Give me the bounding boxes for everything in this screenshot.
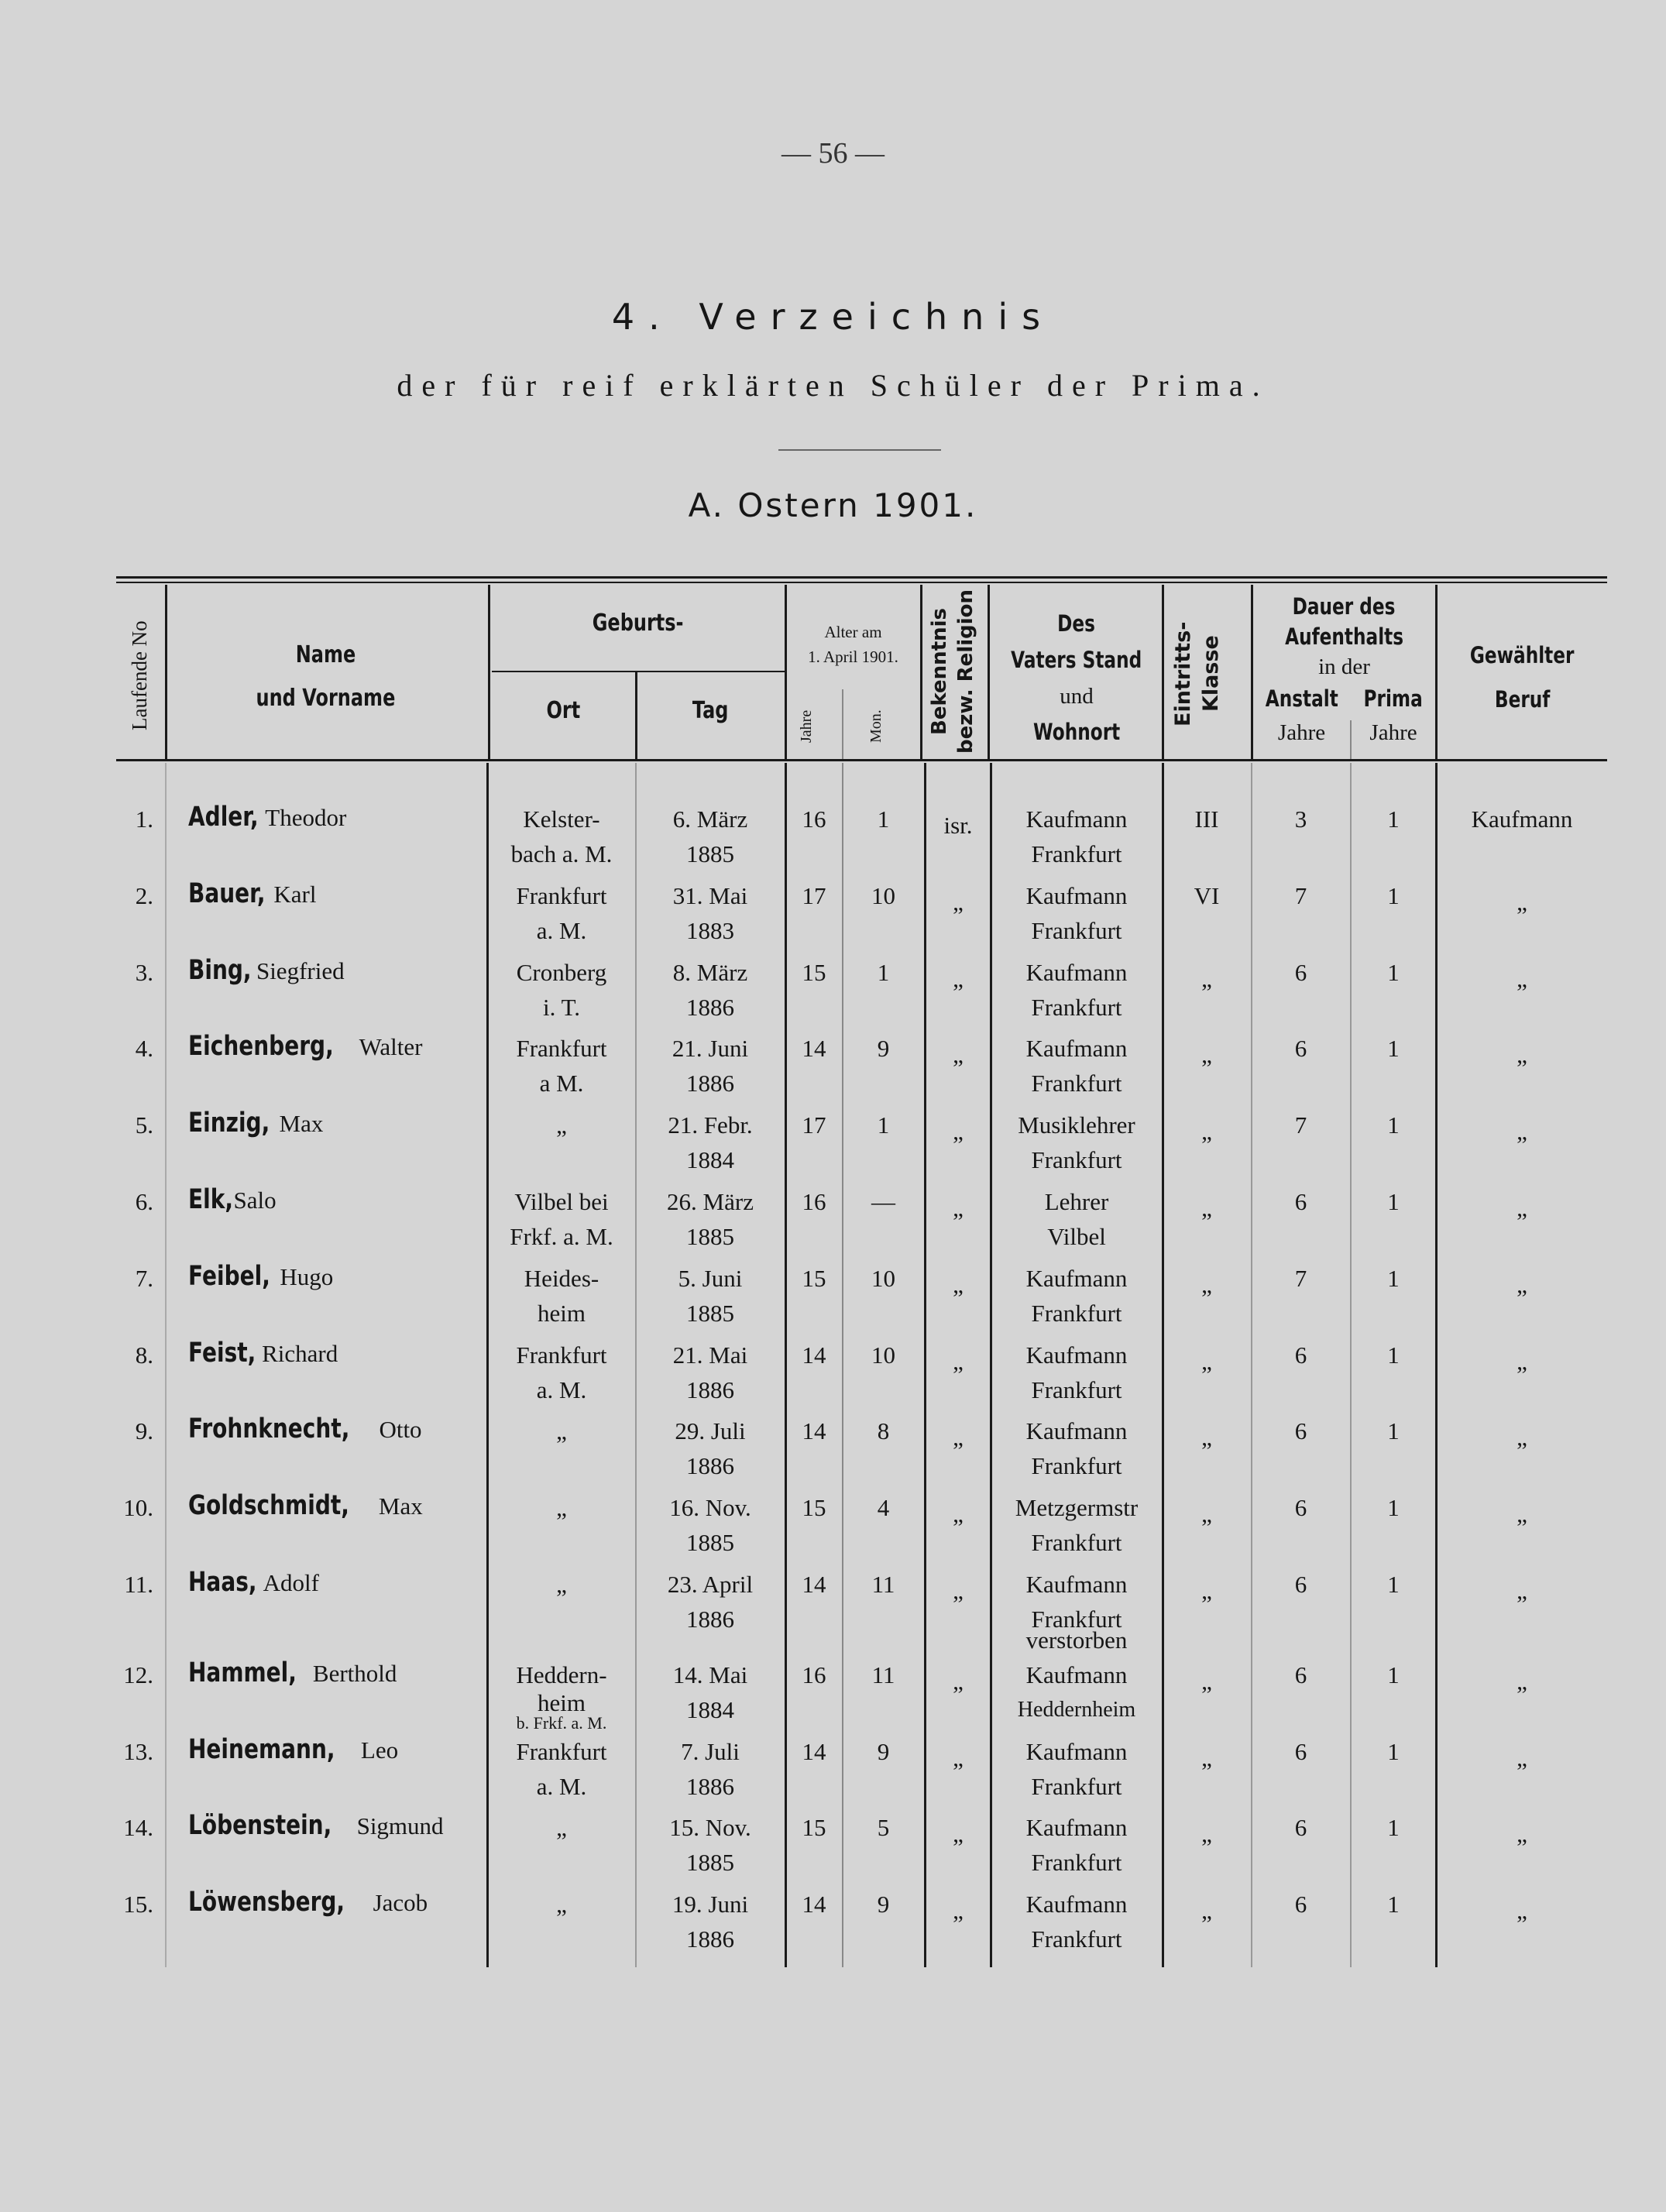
birth-date: 14. Mai 1884	[672, 1661, 748, 1723]
birth-date: 26. März 1885	[667, 1188, 754, 1250]
col-header-anstalt: Anstalt	[1265, 685, 1338, 712]
years-institution: 7	[1294, 881, 1307, 909]
header-vline	[785, 585, 787, 759]
page-title: 4. Verzeichnis	[611, 296, 1055, 338]
surname: Frohnknecht,	[188, 1413, 350, 1445]
years-prima: 1	[1387, 1571, 1400, 1598]
given-name: Jacob	[373, 1889, 428, 1917]
father-occupation: verstorben Kaufmann Heddernheim	[1017, 1626, 1136, 1722]
birth-place: „	[556, 1494, 567, 1522]
given-name: Sigmund	[356, 1812, 444, 1840]
birth-date: 21. Juni 1886	[672, 1035, 749, 1097]
years-prima: 1	[1387, 1417, 1400, 1445]
header-bottom-rule	[116, 759, 1607, 761]
given-name: Adolf	[263, 1569, 319, 1596]
age-months: 11	[871, 1661, 895, 1688]
row-number: 12.	[123, 1661, 153, 1688]
given-name: Max	[378, 1492, 423, 1520]
age-months: 10	[871, 881, 895, 909]
birth-date: 23. April 1886	[667, 1571, 754, 1633]
birth-date: 15. Nov. 1885	[669, 1814, 751, 1877]
birth-place: „	[556, 1417, 567, 1445]
row-number: 7.	[135, 1264, 153, 1292]
page-number: — 56 —	[781, 137, 885, 170]
chosen-profession: „	[1517, 1500, 1527, 1528]
birth-place: Vilbel bei Frkf. a. M.	[510, 1188, 613, 1250]
given-name: Berthold	[312, 1659, 397, 1687]
religion: „	[953, 1577, 964, 1604]
chosen-profession: „	[1517, 1897, 1527, 1925]
birth-date: 5. Juni 1885	[678, 1264, 743, 1327]
geburts-subrule	[492, 671, 786, 672]
header-vline	[165, 585, 167, 759]
father-occupation: Kaufmann Frankfurt	[1025, 1341, 1128, 1403]
father-occupation: Kaufmann Frankfurt	[1025, 805, 1128, 867]
body-vline	[165, 763, 167, 1967]
father-occupation: Kaufmann Frankfurt	[1025, 1571, 1128, 1633]
student-name	[188, 800, 346, 835]
father-occupation: Kaufmann Frankfurt	[1025, 881, 1128, 944]
col-header-eintritts: Eintritts- Klasse	[1171, 621, 1223, 726]
student-name	[188, 1183, 277, 1218]
student-name	[188, 1808, 444, 1843]
religion: „	[953, 888, 964, 915]
age-years: 14	[802, 1737, 826, 1765]
birth-place: „	[556, 1571, 567, 1598]
age-months: 1	[877, 958, 890, 986]
years-prima: 1	[1387, 1891, 1400, 1918]
chosen-profession: „	[1517, 1118, 1527, 1146]
given-name: Walter	[359, 1033, 423, 1061]
birth-date: 29. Juli 1886	[675, 1417, 746, 1480]
religion: „	[953, 1347, 964, 1375]
student-name	[188, 953, 345, 988]
age-years: 16	[802, 805, 826, 833]
birth-place: Frankfurt a. M.	[516, 1341, 607, 1403]
age-months: 5	[877, 1814, 890, 1842]
row-number: 8.	[135, 1341, 153, 1369]
birth-place: Frankfurt a. M.	[516, 1737, 607, 1800]
age-years: 15	[802, 958, 826, 986]
age-years: 15	[802, 1814, 826, 1842]
years-institution: 6	[1294, 1737, 1307, 1765]
student-name	[188, 1259, 333, 1294]
years-institution: 6	[1294, 958, 1307, 986]
age-months: 1	[877, 805, 890, 833]
col-header-tag: Tag	[692, 697, 729, 724]
chosen-profession: „	[1517, 1270, 1527, 1298]
given-name: Hugo	[280, 1262, 334, 1290]
years-prima: 1	[1387, 1188, 1400, 1215]
years-prima: 1	[1387, 805, 1400, 833]
father-occupation: Kaufmann Frankfurt	[1025, 1417, 1128, 1480]
body-vline	[486, 763, 489, 1967]
religion: „	[953, 1118, 964, 1146]
chosen-profession: Kaufmann	[1471, 805, 1573, 833]
religion: „	[953, 1500, 964, 1528]
religion: isr.	[943, 812, 973, 839]
surname: Haas,	[188, 1567, 257, 1598]
row-number: 13.	[123, 1737, 153, 1765]
years-institution: 7	[1294, 1264, 1307, 1292]
father-occupation: Kaufmann Frankfurt	[1025, 1814, 1128, 1877]
chosen-profession: „	[1517, 1667, 1527, 1695]
age-years: 14	[802, 1341, 826, 1369]
birth-date: 21. Mai 1886	[672, 1341, 748, 1403]
father-occupation: Kaufmann Frankfurt	[1025, 1035, 1128, 1097]
years-prima: 1	[1387, 1111, 1400, 1139]
entry-class: „	[1201, 1347, 1212, 1375]
col-header-jahre-prima: Jahre	[1369, 720, 1417, 745]
birth-date: 7. Juli 1886	[681, 1737, 740, 1800]
years-institution: 6	[1294, 1571, 1307, 1598]
years-prima: 1	[1387, 1814, 1400, 1842]
header-vline	[1435, 585, 1438, 759]
student-name	[188, 1029, 423, 1064]
surname: Feibel,	[188, 1260, 270, 1292]
birth-place: Frankfurt a. M.	[516, 881, 607, 944]
age-months: 4	[877, 1494, 890, 1522]
birth-date: 31. Mai 1883	[672, 881, 748, 944]
chosen-profession: „	[1517, 1820, 1527, 1848]
age-months: 11	[871, 1571, 895, 1598]
col-header-beruf: Gewählter Beruf	[1470, 642, 1575, 713]
entry-class: VI	[1194, 881, 1220, 909]
years-institution: 7	[1294, 1111, 1307, 1139]
age-months: 9	[877, 1035, 890, 1063]
age-years: 16	[802, 1188, 826, 1215]
years-institution: 6	[1294, 1035, 1307, 1063]
student-name	[188, 1412, 422, 1447]
col-header-prima: Prima	[1363, 685, 1424, 712]
father-occupation: Musiklehrer Frankfurt	[1018, 1111, 1135, 1174]
age-months: 9	[877, 1891, 890, 1918]
years-prima: 1	[1387, 1494, 1400, 1522]
age-years: 14	[802, 1035, 826, 1063]
student-name	[188, 1885, 428, 1920]
entry-class: „	[1201, 1500, 1212, 1528]
birth-place: Kelster- bach a. M.	[510, 805, 613, 867]
header-vline	[920, 585, 922, 759]
years-institution: 6	[1294, 1417, 1307, 1445]
religion: „	[953, 964, 964, 992]
given-name: Salo	[233, 1187, 277, 1214]
age-months: 1	[877, 1111, 890, 1139]
religion: „	[953, 1820, 964, 1848]
religion: „	[953, 1897, 964, 1925]
age-months: 8	[877, 1417, 890, 1445]
age-years: 16	[802, 1661, 826, 1688]
years-prima: 1	[1387, 1737, 1400, 1765]
birth-place: Heddern- heim b. Frkf. a. M.	[516, 1661, 607, 1733]
age-years: 15	[802, 1494, 826, 1522]
religion: „	[953, 1743, 964, 1771]
col-header-alter: Alter am 1. April 1901.	[808, 623, 898, 666]
student-name	[188, 1336, 338, 1371]
col-header-jahre-anstalt: Jahre	[1277, 720, 1326, 745]
surname: Löwensberg,	[188, 1887, 345, 1918]
page-subtitle: der für reif erklärten Schüler der Prima.	[397, 368, 1269, 403]
chosen-profession: „	[1517, 1424, 1527, 1451]
header-vline	[488, 585, 490, 759]
col-header-geburts: Geburts-	[593, 610, 684, 637]
col-header-nr: Laufende No	[128, 620, 151, 731]
age-months: —	[871, 1188, 895, 1215]
row-number: 2.	[135, 881, 153, 909]
row-number: 3.	[135, 958, 153, 986]
birth-place: Cronberg i. T.	[516, 958, 607, 1021]
father-occupation: Kaufmann Frankfurt	[1025, 1737, 1128, 1800]
surname: Eichenberg,	[188, 1031, 334, 1063]
chosen-profession: „	[1517, 1347, 1527, 1375]
years-prima: 1	[1387, 1341, 1400, 1369]
entry-class: „	[1201, 1577, 1212, 1604]
birth-place: „	[556, 1891, 567, 1918]
chosen-profession: „	[1517, 964, 1527, 992]
surname: Bing,	[188, 954, 252, 986]
row-number: 5.	[135, 1111, 153, 1139]
entry-class: „	[1201, 1897, 1212, 1925]
father-occupation: Kaufmann Frankfurt	[1025, 958, 1128, 1021]
row-number: 10.	[123, 1494, 153, 1522]
given-name: Otto	[379, 1416, 422, 1444]
col-header-jahre: Jahre	[798, 709, 815, 743]
col-header-ort: Ort	[546, 697, 581, 724]
chosen-profession: „	[1517, 888, 1527, 915]
given-name: Theodor	[265, 804, 347, 831]
age-months: 9	[877, 1737, 890, 1765]
years-institution: 6	[1294, 1661, 1307, 1688]
surname: Adler,	[188, 802, 259, 833]
entry-class: „	[1201, 1743, 1212, 1771]
age-years: 15	[802, 1264, 826, 1292]
row-number: 9.	[135, 1417, 153, 1445]
row-number: 15.	[123, 1891, 153, 1918]
years-prima: 1	[1387, 1264, 1400, 1292]
years-prima: 1	[1387, 881, 1400, 909]
table-top-rule-2	[116, 582, 1607, 583]
father-occupation: Kaufmann Frankfurt	[1025, 1264, 1128, 1327]
row-number: 14.	[123, 1814, 153, 1842]
age-years: 14	[802, 1571, 826, 1598]
student-name	[188, 1656, 397, 1691]
col-header-bekenntnis: Bekenntnis bezw. Religion	[928, 589, 977, 754]
father-occupation: Metzgermstr Frankfurt	[1015, 1494, 1139, 1557]
age-years: 17	[802, 881, 826, 909]
years-prima: 1	[1387, 1661, 1400, 1688]
given-name: Siegfried	[256, 957, 345, 984]
given-name: Max	[279, 1110, 324, 1138]
birth-place: „	[556, 1814, 567, 1842]
entry-class: „	[1201, 1820, 1212, 1848]
surname: Bauer,	[188, 878, 266, 909]
student-name	[188, 1733, 398, 1767]
years-prima: 1	[1387, 958, 1400, 986]
entry-class: III	[1194, 805, 1219, 833]
header-vline	[988, 585, 990, 759]
entry-class: „	[1201, 964, 1212, 992]
surname: Goldschmidt,	[188, 1490, 349, 1522]
row-number: 4.	[135, 1035, 153, 1063]
col-header-vater: Des Vaters Stand und Wohnort	[1011, 610, 1142, 745]
col-header-name: Name und Vorname	[256, 641, 395, 712]
father-occupation: Kaufmann Frankfurt	[1025, 1891, 1128, 1953]
age-months: 10	[871, 1341, 895, 1369]
religion: „	[953, 1424, 964, 1451]
entry-class: „	[1201, 1194, 1212, 1221]
table-top-rule	[116, 576, 1607, 579]
religion: „	[953, 1194, 964, 1221]
years-institution: 3	[1294, 805, 1307, 833]
surname: Elk,	[188, 1184, 233, 1215]
religion: „	[953, 1041, 964, 1069]
years-prima: 1	[1387, 1035, 1400, 1063]
years-institution: 6	[1294, 1891, 1307, 1918]
years-institution: 6	[1294, 1341, 1307, 1369]
student-name	[188, 1489, 423, 1523]
surname: Einzig,	[188, 1108, 270, 1139]
surname: Löbenstein,	[188, 1810, 332, 1842]
chosen-profession: „	[1517, 1194, 1527, 1221]
birth-date: 19. Juni 1886	[672, 1891, 749, 1953]
chosen-profession: „	[1517, 1041, 1527, 1069]
student-name	[188, 1565, 319, 1600]
birth-place: Heides- heim	[524, 1264, 599, 1327]
chosen-profession: „	[1517, 1577, 1527, 1604]
header-vline	[1162, 585, 1164, 759]
given-name: Richard	[262, 1339, 338, 1367]
student-name	[188, 1106, 323, 1141]
entry-class: „	[1201, 1667, 1212, 1695]
row-number: 6.	[135, 1188, 153, 1215]
birth-date: 21. Febr. 1884	[668, 1111, 753, 1174]
col-header-mon: Mon.	[867, 709, 885, 743]
religion: „	[953, 1667, 964, 1695]
chosen-profession: „	[1517, 1743, 1527, 1771]
entry-class: „	[1201, 1041, 1212, 1069]
birth-date: 6. März 1885	[672, 805, 748, 867]
entry-class: „	[1201, 1424, 1212, 1451]
entry-class: „	[1201, 1118, 1212, 1146]
birth-place: Frankfurt a M.	[516, 1035, 607, 1097]
birth-date: 8. März 1886	[672, 958, 748, 1021]
surname: Feist,	[188, 1337, 256, 1369]
entry-class: „	[1201, 1270, 1212, 1298]
section-heading: A. Ostern 1901.	[688, 486, 978, 524]
years-institution: 6	[1294, 1494, 1307, 1522]
religion: „	[953, 1270, 964, 1298]
surname: Hammel,	[188, 1657, 297, 1688]
row-number: 1.	[135, 805, 153, 833]
years-institution: 6	[1294, 1188, 1307, 1215]
birth-date: 16. Nov. 1885	[669, 1494, 751, 1557]
given-name: Leo	[360, 1736, 399, 1764]
age-years: 14	[802, 1891, 826, 1918]
birth-place: „	[556, 1111, 567, 1139]
header-vline	[842, 689, 843, 759]
years-institution: 6	[1294, 1814, 1307, 1842]
age-months: 10	[871, 1264, 895, 1292]
row-number: 11.	[124, 1571, 153, 1598]
student-name	[188, 877, 316, 912]
age-years: 17	[802, 1111, 826, 1139]
col-header-dauer: Dauer des Aufenthalts in der	[1285, 593, 1403, 679]
given-name: Karl	[273, 880, 317, 908]
surname: Heinemann,	[188, 1733, 335, 1765]
father-occupation: Lehrer Vilbel	[1044, 1188, 1109, 1250]
age-years: 14	[802, 1417, 826, 1445]
